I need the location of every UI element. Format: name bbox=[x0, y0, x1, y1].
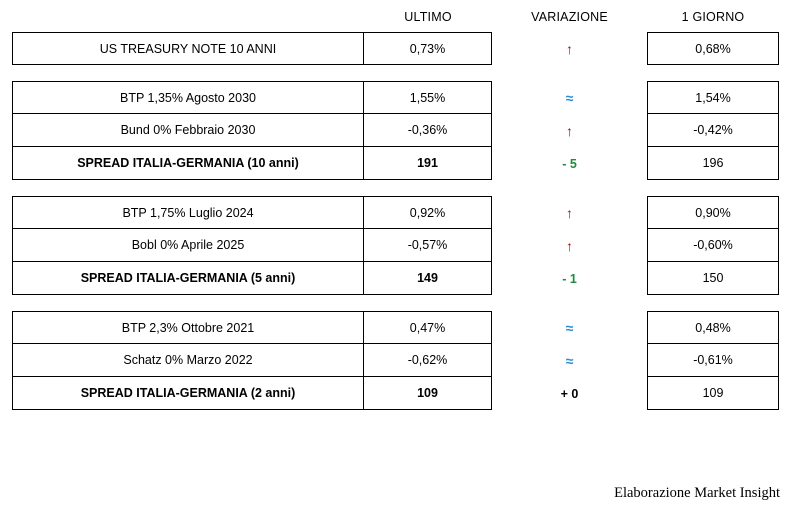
delta-value: - 1 bbox=[562, 271, 577, 286]
cell-ultimo-value: 0,47% bbox=[364, 311, 492, 344]
table-row bbox=[12, 262, 782, 295]
cell-instrument-label: SPREAD ITALIA-GERMANIA (10 anni) bbox=[12, 147, 364, 180]
cell-ultimo-value: 109 bbox=[364, 377, 492, 410]
table-row bbox=[12, 32, 782, 65]
cell-variazione bbox=[492, 229, 647, 262]
cell-ultimo-value: -0,57% bbox=[364, 229, 492, 262]
cell-instrument-label: BTP 1,35% Agosto 2030 bbox=[12, 81, 364, 114]
cell-variazione bbox=[492, 81, 647, 114]
approx-equal-icon: ≈ bbox=[565, 352, 574, 369]
approx-equal-icon: ≈ bbox=[565, 89, 574, 106]
cell-instrument-label: Bobl 0% Aprile 2025 bbox=[12, 229, 364, 262]
cell-ultimo-value: 0,92% bbox=[364, 196, 492, 229]
cell-ultimo-value: 191 bbox=[364, 147, 492, 180]
cell-variazione bbox=[492, 196, 647, 229]
table-blocks-container bbox=[12, 32, 782, 410]
cell-giorno-value: 109 bbox=[647, 377, 779, 410]
cell-giorno-value: 150 bbox=[647, 262, 779, 295]
cell-instrument-label: US TREASURY NOTE 10 ANNI bbox=[12, 32, 364, 65]
table-header-row bbox=[12, 2, 782, 32]
table-block-spread-2-anni bbox=[12, 311, 782, 410]
cell-variazione bbox=[492, 147, 647, 180]
table-block-spread-10-anni bbox=[12, 81, 782, 180]
table-row bbox=[12, 229, 782, 262]
header-cell-giorno: 1 GIORNO bbox=[681, 10, 745, 24]
cell-instrument-label: BTP 2,3% Ottobre 2021 bbox=[12, 311, 364, 344]
cell-variazione bbox=[492, 262, 647, 295]
cell-instrument-label: Schatz 0% Marzo 2022 bbox=[12, 344, 364, 377]
cell-giorno-value: 0,68% bbox=[647, 32, 779, 65]
cell-ultimo-value: -0,36% bbox=[364, 114, 492, 147]
table-row bbox=[12, 81, 782, 114]
cell-variazione bbox=[492, 32, 647, 65]
cell-giorno-value: -0,42% bbox=[647, 114, 779, 147]
cell-variazione bbox=[492, 377, 647, 410]
header-cell-variazione: VARIAZIONE bbox=[531, 10, 608, 24]
cell-variazione bbox=[492, 344, 647, 377]
table-block-spread-5-anni bbox=[12, 196, 782, 295]
delta-value: + 0 bbox=[560, 386, 579, 401]
table-row bbox=[12, 344, 782, 377]
table-row bbox=[12, 114, 782, 147]
cell-giorno-value: -0,61% bbox=[647, 344, 779, 377]
cell-ultimo-value: 0,73% bbox=[364, 32, 492, 65]
table-row bbox=[12, 311, 782, 344]
arrow-up-icon: ↑ bbox=[566, 204, 573, 221]
cell-giorno-value: 0,90% bbox=[647, 196, 779, 229]
table-row bbox=[12, 377, 782, 410]
cell-instrument-label: BTP 1,75% Luglio 2024 bbox=[12, 196, 364, 229]
table-row bbox=[12, 196, 782, 229]
cell-instrument-label: Bund 0% Febbraio 2030 bbox=[12, 114, 364, 147]
delta-value: - 5 bbox=[562, 156, 577, 171]
footer-credit: Elaborazione Market Insight bbox=[614, 485, 780, 501]
cell-instrument-label: SPREAD ITALIA-GERMANIA (2 anni) bbox=[12, 377, 364, 410]
cell-giorno-value: -0,60% bbox=[647, 229, 779, 262]
cell-ultimo-value: -0,62% bbox=[364, 344, 492, 377]
table-block-us-treasury bbox=[12, 32, 782, 65]
arrow-up-icon: ↑ bbox=[566, 40, 573, 57]
approx-equal-icon: ≈ bbox=[565, 319, 574, 336]
cell-variazione bbox=[492, 114, 647, 147]
arrow-up-icon: ↑ bbox=[566, 122, 573, 139]
cell-giorno-value: 1,54% bbox=[647, 81, 779, 114]
cell-ultimo-value: 1,55% bbox=[364, 81, 492, 114]
cell-variazione bbox=[492, 311, 647, 344]
header-cell-ultimo: ULTIMO bbox=[404, 10, 452, 24]
cell-giorno-value: 0,48% bbox=[647, 311, 779, 344]
table-row bbox=[12, 147, 782, 180]
cell-giorno-value: 196 bbox=[647, 147, 779, 180]
arrow-up-icon: ↑ bbox=[566, 237, 573, 254]
bond-spread-table-page bbox=[0, 2, 794, 510]
cell-instrument-label: SPREAD ITALIA-GERMANIA (5 anni) bbox=[12, 262, 364, 295]
cell-ultimo-value: 149 bbox=[364, 262, 492, 295]
